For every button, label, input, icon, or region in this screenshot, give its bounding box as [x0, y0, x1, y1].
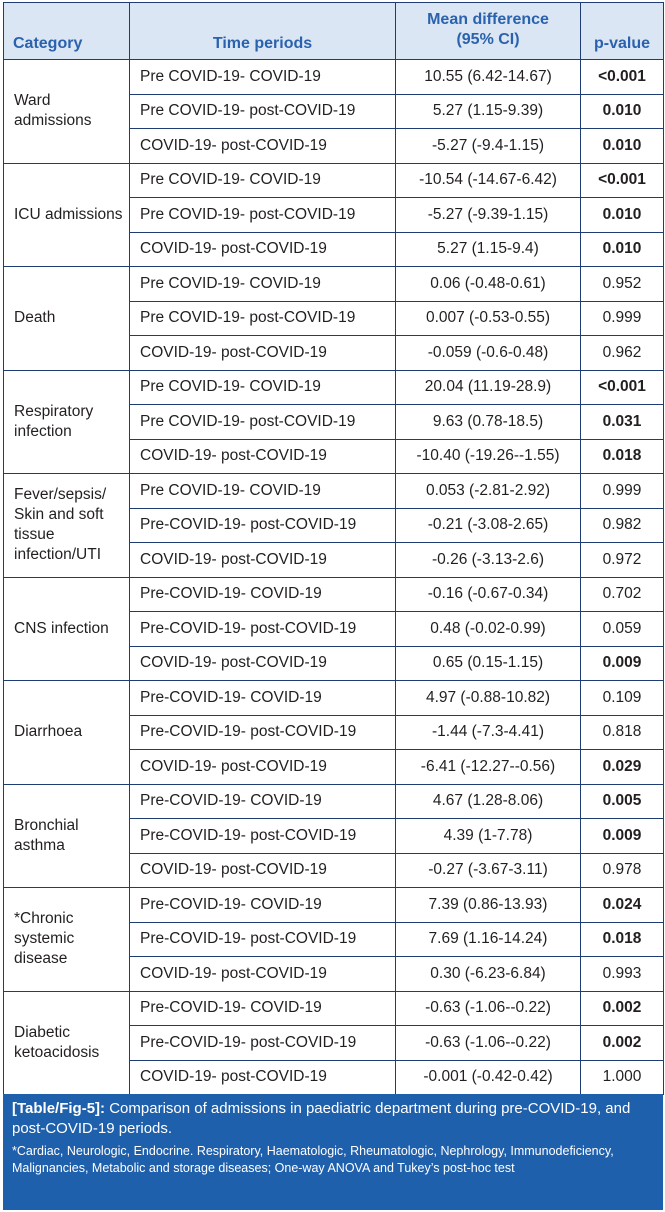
time-period-cell: Pre COVID-19- post-COVID-19 [130, 94, 396, 129]
p-value-cell: 0.018 [581, 439, 664, 474]
p-value-cell: 0.010 [581, 129, 664, 164]
category-cell: ICU admissions [4, 163, 130, 267]
time-period-cell: Pre COVID-19- post-COVID-19 [130, 198, 396, 233]
time-period-cell: Pre-COVID-19- post-COVID-19 [130, 922, 396, 957]
mean-difference-cell: -0.16 (-0.67-0.34) [396, 577, 581, 612]
p-value-cell: 0.002 [581, 1026, 664, 1061]
mean-difference-cell: -0.21 (-3.08-2.65) [396, 508, 581, 543]
header-category: Category [4, 3, 130, 60]
time-period-cell: Pre COVID-19- COVID-19 [130, 267, 396, 302]
header-row [4, 3, 664, 60]
caption-title [12, 1099, 657, 1139]
mean-difference-cell: 9.63 (0.78-18.5) [396, 405, 581, 440]
time-period-cell: COVID-19- post-COVID-19 [130, 439, 396, 474]
table-row [4, 370, 664, 405]
p-value-cell: 0.972 [581, 543, 664, 578]
category-cell: Bronchial asthma [4, 784, 130, 888]
p-value-cell: 0.952 [581, 267, 664, 302]
p-value-cell: 0.010 [581, 94, 664, 129]
table-row [4, 60, 664, 95]
time-period-cell: Pre-COVID-19- post-COVID-19 [130, 715, 396, 750]
mean-difference-cell: 7.39 (0.86-13.93) [396, 888, 581, 923]
mean-difference-cell: 0.007 (-0.53-0.55) [396, 301, 581, 336]
p-value-cell: 0.010 [581, 198, 664, 233]
p-value-cell: 0.018 [581, 922, 664, 957]
mean-difference-cell: -1.44 (-7.3-4.41) [396, 715, 581, 750]
comparison-table [3, 2, 664, 1095]
time-period-cell: COVID-19- post-COVID-19 [130, 1060, 396, 1095]
table-header [4, 3, 664, 60]
p-value-cell: 0.031 [581, 405, 664, 440]
mean-difference-cell: 0.48 (-0.02-0.99) [396, 612, 581, 647]
category-cell: Ward admissions [4, 60, 130, 164]
p-value-cell: 0.109 [581, 681, 664, 716]
mean-difference-cell: 4.39 (1-7.78) [396, 819, 581, 854]
category-cell: Death [4, 267, 130, 371]
time-period-cell: Pre-COVID-19- post-COVID-19 [130, 1026, 396, 1061]
mean-difference-cell: -0.059 (-0.6-0.48) [396, 336, 581, 371]
time-period-cell: COVID-19- post-COVID-19 [130, 646, 396, 681]
time-period-cell: Pre COVID-19- COVID-19 [130, 474, 396, 509]
time-period-cell: Pre COVID-19- post-COVID-19 [130, 405, 396, 440]
p-value-cell: 0.029 [581, 750, 664, 785]
mean-difference-cell: 10.55 (6.42-14.67) [396, 60, 581, 95]
category-cell: CNS infection [4, 577, 130, 681]
mean-difference-cell: -0.27 (-3.67-3.11) [396, 853, 581, 888]
p-value-cell: 0.993 [581, 957, 664, 992]
p-value-cell: 0.005 [581, 784, 664, 819]
p-value-cell: 0.999 [581, 474, 664, 509]
time-period-cell: Pre-COVID-19- COVID-19 [130, 577, 396, 612]
category-cell: Fever/sepsis/ Skin and soft tissue infection/UTI [4, 474, 130, 578]
p-value-cell: 0.009 [581, 819, 664, 854]
time-period-cell: Pre COVID-19- COVID-19 [130, 163, 396, 198]
mean-difference-cell: -5.27 (-9.39-1.15) [396, 198, 581, 233]
mean-difference-cell: -0.63 (-1.06--0.22) [396, 991, 581, 1026]
table-row [4, 681, 664, 716]
table-row [4, 163, 664, 198]
time-period-cell: Pre-COVID-19- COVID-19 [130, 681, 396, 716]
p-value-cell: 0.059 [581, 612, 664, 647]
time-period-cell: COVID-19- post-COVID-19 [130, 957, 396, 992]
time-period-cell: Pre-COVID-19- post-COVID-19 [130, 508, 396, 543]
mean-difference-cell: 0.65 (0.15-1.15) [396, 646, 581, 681]
mean-difference-cell: -6.41 (-12.27--0.56) [396, 750, 581, 785]
p-value-cell: 0.962 [581, 336, 664, 371]
mean-difference-cell: -10.40 (-19.26--1.55) [396, 439, 581, 474]
category-cell: *Chronic systemic disease [4, 888, 130, 992]
header-mean-difference-line2: (95% CI) [456, 31, 520, 48]
time-period-cell: Pre-COVID-19- COVID-19 [130, 991, 396, 1026]
header-mean-difference [396, 3, 581, 60]
p-value-cell: <0.001 [581, 163, 664, 198]
p-value-cell: 0.982 [581, 508, 664, 543]
mean-difference-cell: 7.69 (1.16-14.24) [396, 922, 581, 957]
table-row [4, 474, 664, 509]
table-row [4, 991, 664, 1026]
mean-difference-cell: 4.97 (-0.88-10.82) [396, 681, 581, 716]
time-period-cell: COVID-19- post-COVID-19 [130, 232, 396, 267]
caption-footnote: *Cardiac, Neurologic, Endocrine. Respiratory, Haematologic, Rheumatologic, Nephrology, Immunodeficiency, Malignancies, Metabolic and storage diseases; One-way ANOVA and Tukey’s post-hoc test [12, 1144, 614, 1175]
p-value-cell: <0.001 [581, 60, 664, 95]
mean-difference-cell: -0.63 (-1.06--0.22) [396, 1026, 581, 1061]
p-value-cell: 0.978 [581, 853, 664, 888]
mean-difference-cell: 0.053 (-2.81-2.92) [396, 474, 581, 509]
time-period-cell: Pre COVID-19- COVID-19 [130, 370, 396, 405]
p-value-cell: 0.024 [581, 888, 664, 923]
mean-difference-cell: -0.26 (-3.13-2.6) [396, 543, 581, 578]
table-caption [3, 1094, 663, 1210]
caption-text: Comparison of admissions in paediatric department during pre-COVID-19, and post-COVID-19 periods. [12, 1100, 631, 1137]
time-period-cell: Pre-COVID-19- post-COVID-19 [130, 819, 396, 854]
p-value-cell: 0.702 [581, 577, 664, 612]
table-row [4, 577, 664, 612]
p-value-cell: 1.000 [581, 1060, 664, 1095]
mean-difference-cell: 5.27 (1.15-9.39) [396, 94, 581, 129]
table-body [4, 60, 664, 1095]
time-period-cell: COVID-19- post-COVID-19 [130, 543, 396, 578]
time-period-cell: Pre-COVID-19- post-COVID-19 [130, 612, 396, 647]
mean-difference-cell: -5.27 (-9.4-1.15) [396, 129, 581, 164]
header-p-value: p-value [581, 3, 664, 60]
p-value-cell: 0.010 [581, 232, 664, 267]
time-period-cell: Pre-COVID-19- COVID-19 [130, 888, 396, 923]
p-value-cell: 0.818 [581, 715, 664, 750]
p-value-cell: 0.999 [581, 301, 664, 336]
time-period-cell: Pre COVID-19- COVID-19 [130, 60, 396, 95]
time-period-cell: COVID-19- post-COVID-19 [130, 750, 396, 785]
time-period-cell: COVID-19- post-COVID-19 [130, 853, 396, 888]
mean-difference-cell: 5.27 (1.15-9.4) [396, 232, 581, 267]
time-period-cell: COVID-19- post-COVID-19 [130, 336, 396, 371]
p-value-cell: 0.002 [581, 991, 664, 1026]
time-period-cell: Pre-COVID-19- COVID-19 [130, 784, 396, 819]
time-period-cell: COVID-19- post-COVID-19 [130, 129, 396, 164]
caption-label: [Table/Fig-5]: [12, 1100, 106, 1117]
category-cell: Respiratory infection [4, 370, 130, 474]
mean-difference-cell: 4.67 (1.28-8.06) [396, 784, 581, 819]
p-value-cell: 0.009 [581, 646, 664, 681]
mean-difference-cell: -10.54 (-14.67-6.42) [396, 163, 581, 198]
mean-difference-cell: 0.06 (-0.48-0.61) [396, 267, 581, 302]
mean-difference-cell: 0.30 (-6.23-6.84) [396, 957, 581, 992]
mean-difference-cell: 20.04 (11.19-28.9) [396, 370, 581, 405]
time-period-cell: Pre COVID-19- post-COVID-19 [130, 301, 396, 336]
table-row [4, 784, 664, 819]
header-time-periods: Time periods [130, 3, 396, 60]
category-cell: Diabetic ketoacidosis [4, 991, 130, 1095]
p-value-cell: <0.001 [581, 370, 664, 405]
table-row [4, 267, 664, 302]
category-cell: Diarrhoea [4, 681, 130, 785]
header-mean-difference-line1: Mean difference [427, 11, 549, 28]
table-row [4, 888, 664, 923]
mean-difference-cell: -0.001 (-0.42-0.42) [396, 1060, 581, 1095]
